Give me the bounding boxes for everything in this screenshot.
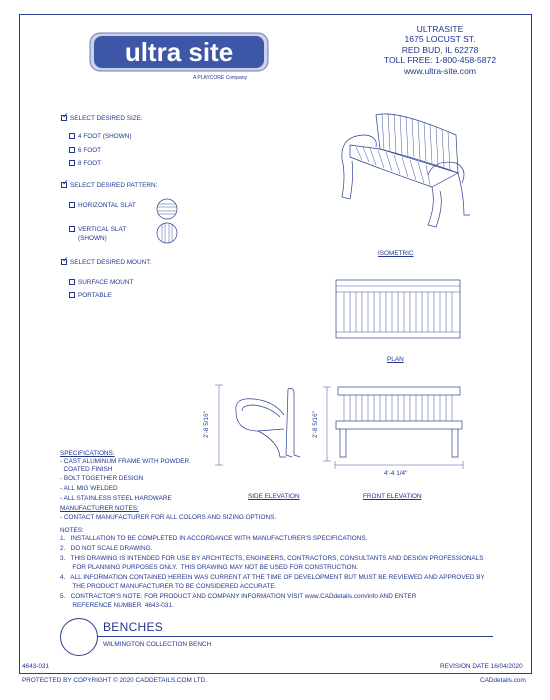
company-name: ULTRASITE	[416, 24, 464, 34]
pattern-heading-row[interactable]	[61, 182, 157, 189]
horizontal-slat-swatch	[156, 198, 178, 220]
mount-heading: SELECT DESIRED MOUNT:	[70, 259, 152, 266]
drawing-title: BENCHES	[103, 620, 164, 634]
pattern-option-label: HORIZONTAL SLAT	[78, 202, 136, 209]
spec-item: - ALL MIG WELDED	[60, 485, 118, 492]
mount-option-portable[interactable]	[69, 292, 112, 299]
front-height-dimension-line	[322, 385, 332, 465]
spec-item: - CAST ALUMINUM FRAME WITH POWDER	[60, 458, 190, 465]
checkbox[interactable]	[69, 279, 75, 285]
checkbox[interactable]	[69, 292, 75, 298]
title-divider	[98, 636, 493, 637]
revision-date: REVISION DATE 16/04/2020	[440, 663, 523, 670]
spec-item: COATED FINISH	[60, 466, 113, 473]
front-elevation-label: FRONT ELEVATION	[363, 493, 422, 500]
vertical-slat-swatch	[156, 222, 178, 244]
note-item: 1. INSTALLATION TO BE COMPLETED IN ACCORDANCE WITH MANUFACTURER'S SPECIFICATIONS.	[60, 535, 368, 542]
pattern-heading-checkbox[interactable]	[61, 182, 67, 188]
size-option-label: 4 FOOT (SHOWN)	[78, 133, 132, 140]
checkbox[interactable]	[69, 133, 75, 139]
pattern-option-label: VERTICAL SLAT	[78, 226, 127, 233]
front-elevation-drawing	[334, 385, 464, 465]
checkbox[interactable]	[69, 226, 75, 232]
size-heading-checkbox[interactable]	[61, 115, 67, 121]
front-width-dimension-line	[333, 460, 467, 470]
note-item: 2. DO NOT SCALE DRAWING.	[60, 545, 153, 552]
note-item: 5. CONTRACTOR'S NOTE: FOR PRODUCT AND COMPANY INFORMATION VISIT www.CADdetails.com/info AND ENTER	[60, 593, 417, 600]
ultrasite-logo	[88, 31, 271, 83]
logo-tagline: A PLAYCORE Company	[192, 75, 248, 81]
mount-option-surface[interactable]	[69, 279, 133, 286]
note-item: FOR PLANNING PURPOSES ONLY. THIS DRAWING MAY NOT BE USED FOR CONSTRUCTION.	[60, 564, 359, 571]
isometric-label: ISOMETRIC	[378, 250, 414, 257]
plan-bench-drawing	[334, 280, 464, 340]
checkbox[interactable]	[69, 147, 75, 153]
logo-graphic	[88, 31, 271, 83]
pattern-option-shown: (SHOWN)	[78, 235, 107, 242]
manufacturer-notes-heading: MANUFACTURER NOTES:	[60, 505, 139, 512]
side-elevation-label: SIDE ELEVATION	[248, 493, 300, 500]
size-option-4ft[interactable]	[69, 133, 132, 140]
plan-label: PLAN	[387, 356, 404, 363]
isometric-bench-drawing	[336, 105, 476, 235]
pattern-heading: SELECT DESIRED PATTERN:	[70, 182, 158, 189]
checkbox[interactable]	[69, 160, 75, 166]
logo-wordmark: ultra site	[124, 37, 234, 67]
front-width-dimension: 4'-4 1/4"	[384, 470, 408, 477]
note-item: 3. THIS DRAWING IS INTENDED FOR USE BY ARCHITECTS, ENGINEERS, CONTRACTORS, CONSULTANTS AND DESIGN PROFESSIONALS	[60, 555, 484, 562]
mount-option-label: SURFACE MOUNT	[78, 279, 134, 286]
size-option-8ft[interactable]	[69, 160, 101, 167]
side-elevation-drawing	[228, 385, 308, 465]
pattern-option-vertical[interactable]	[69, 226, 126, 233]
mount-heading-row[interactable]	[61, 259, 151, 266]
spec-item: - ALL STAINLESS STEEL HARDWARE	[60, 495, 172, 502]
size-heading: SELECT DESIRED SIZE:	[70, 115, 143, 122]
reference-number: 4643-031	[22, 663, 50, 670]
specifications-heading: SPECIFICATIONS:	[60, 450, 115, 457]
side-height-dimension: 2'-8 5/16"	[203, 411, 210, 438]
front-height-dimension: 2'-8 5/16"	[312, 411, 319, 438]
note-item: THE PRODUCT MANUFACTURER TO BE CONSIDERED ACCURATE.	[60, 583, 277, 590]
company-address	[360, 24, 520, 76]
company-city: RED BUD, IL 62278	[401, 44, 479, 55]
company-phone: TOLL FREE: 1-800-458-5872	[383, 55, 497, 66]
size-option-label: 8 FOOT	[78, 160, 102, 167]
note-item: 4. ALL INFORMATION CONTAINED HEREIN WAS CURRENT AT THE TIME OF DEVELOPMENT BUT MUST BE REVIEWED AND APPROVED BY	[60, 574, 485, 581]
mount-option-label: PORTABLE	[78, 292, 112, 299]
mount-heading-checkbox[interactable]	[61, 259, 67, 265]
company-street: 1675 LOCUST ST.	[404, 34, 476, 45]
spec-item: - BOLT TOGETHER DESIGN	[60, 475, 144, 482]
notes-heading: NOTES:	[60, 527, 84, 534]
caddetails-site[interactable]: CADdetails.com	[480, 677, 526, 684]
company-website[interactable]: www.ultra-site.com	[403, 65, 477, 76]
copyright-text: PROTECTED BY COPYRIGHT © 2020 CADDETAILS.COM LTD.	[22, 677, 207, 684]
checkbox[interactable]	[69, 202, 75, 208]
size-option-label: 6 FOOT	[78, 147, 102, 154]
size-heading-row[interactable]	[61, 115, 143, 122]
note-item: REFERENCE NUMBER 4643-031.	[60, 602, 174, 609]
manufacturer-note: - CONTACT MANUFACTURER FOR ALL COLORS AND SIZING OPTIONS.	[60, 514, 277, 521]
pattern-option-horizontal[interactable]	[69, 202, 136, 209]
drawing-subtitle: WILMINGTON COLLECTION BENCH	[103, 641, 212, 648]
title-circle	[60, 618, 98, 656]
size-option-6ft[interactable]	[69, 147, 101, 154]
side-height-dimension-line	[214, 383, 224, 467]
